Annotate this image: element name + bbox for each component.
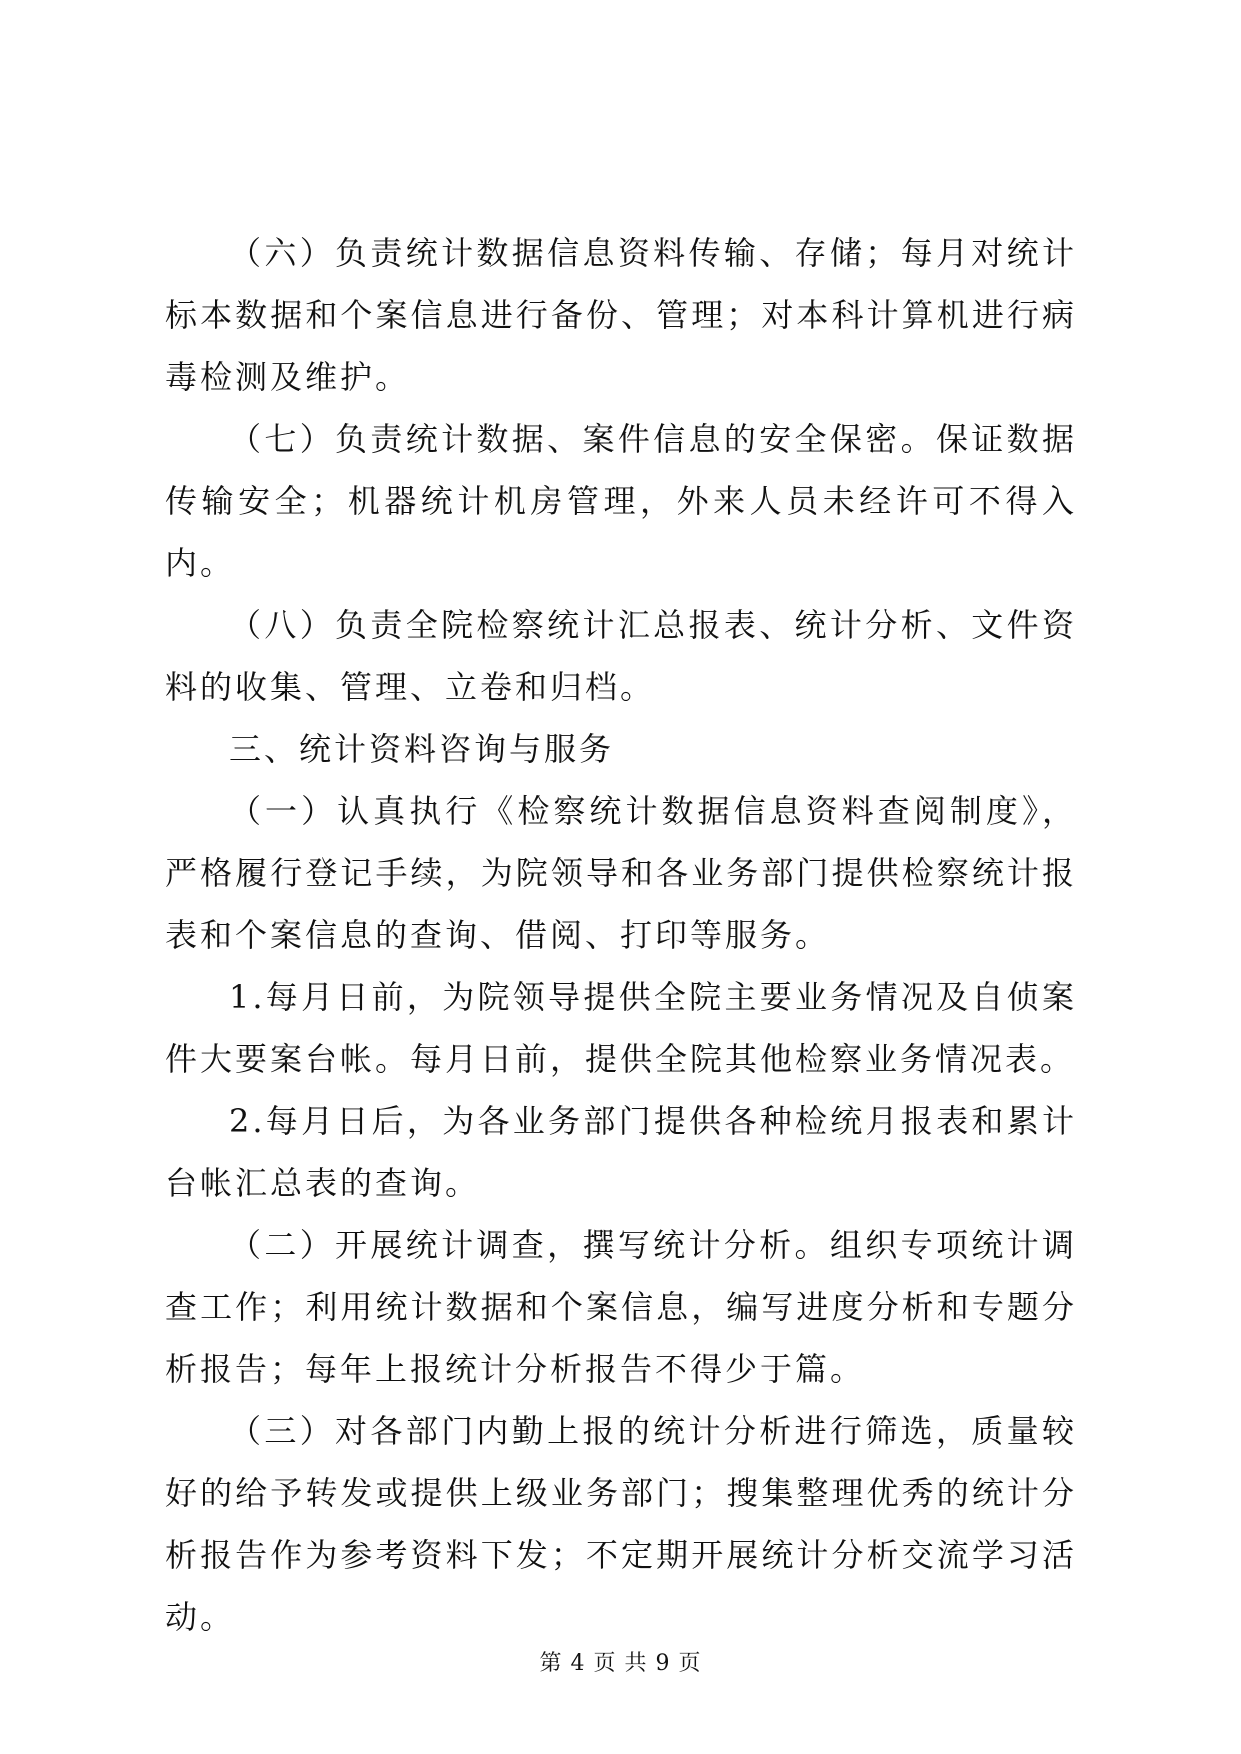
paragraph-item-1: （一）认真执行《检察统计数据信息资料查阅制度》，严格履行登记手续，为院领导和各业务部门提供检察统计报表和个案信息的查询、借阅、打印等服务。	[165, 792, 1077, 954]
page-number-footer: 第 4 页 共 9 页	[539, 1651, 702, 1676]
paragraph-item-3: （三）对各部门内勤上报的统计分析进行筛选，质量较好的给予转发或提供上级业务部门；搜集整理优秀的统计分析报告作为参考资料下发；不定期开展统计分析交流学习活动。	[165, 1412, 1077, 1636]
paragraph-item-8: （八）负责全院检察统计汇总报表、统计分析、文件资料的收集、管理、立卷和归档。	[165, 606, 1077, 706]
paragraph-item-7: （七）负责统计数据、案件信息的安全保密。保证数据传输安全；机器统计机房管理，外来人员未经许可不得入内。	[165, 420, 1077, 582]
section-heading: 三、统计资料咨询与服务	[229, 730, 615, 768]
paragraph-subitem-2: 2.每月日后，为各业务部门提供各种检统月报表和累计台帐汇总表的查询。	[165, 1102, 1077, 1202]
paragraph-item-6: （六）负责统计数据信息资料传输、存储；每月对统计标本数据和个案信息进行备份、管理；对本科计算机进行病毒检测及维护。	[165, 234, 1077, 396]
paragraph-item-2: （二）开展统计调查，撰写统计分析。组织专项统计调查工作；利用统计数据和个案信息，编写进度分析和专题分析报告；每年上报统计分析报告不得少于篇。	[165, 1226, 1077, 1388]
paragraph-subitem-1: 1.每月日前，为院领导提供全院主要业务情况及自侦案件大要案台帐。每月日前，提供全院其他检察业务情况表。	[165, 978, 1077, 1078]
document-body	[165, 222, 1077, 1648]
